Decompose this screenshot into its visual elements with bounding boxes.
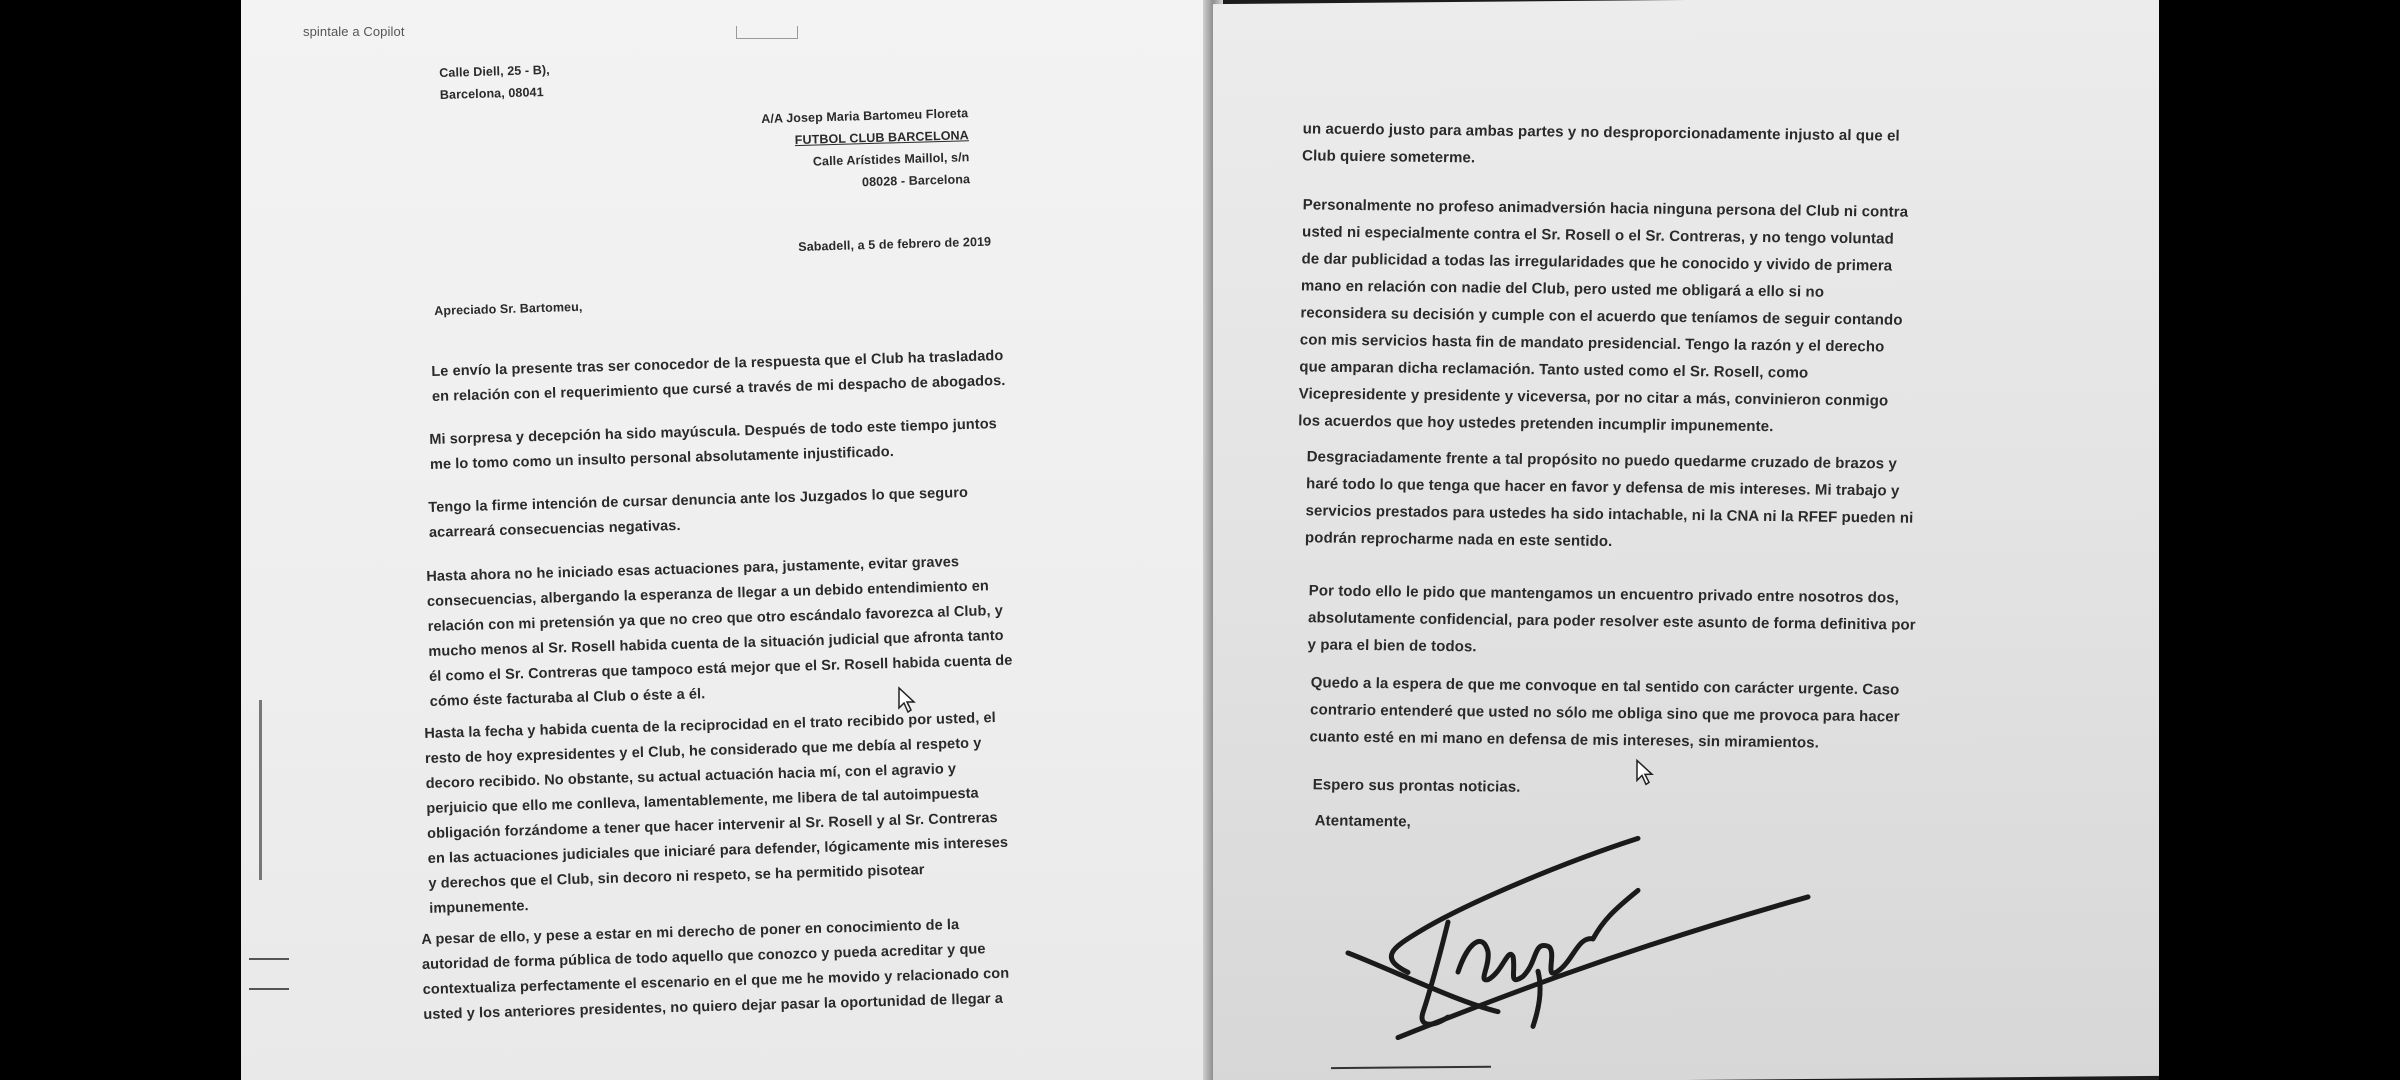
text-line: un acuerdo justo para ambas partes y no desproporcionadamente injusto al que el	[1302, 120, 1900, 145]
closing-line: Espero sus prontas noticias.	[1312, 776, 1521, 796]
letter-page-1	[241, 0, 1211, 1080]
text-line: acarreará consecuencias negativas.	[428, 517, 681, 541]
text-line: mucho menos al Sr. Rosell habida cuenta de la situación judicial que afronta tanto	[428, 627, 1004, 660]
text-line: Vicepresidente y presidente y viceversa, por no citar a más, convinieron conmigo	[1298, 385, 1889, 410]
margin-mark	[249, 988, 289, 990]
paragraph	[429, 412, 998, 478]
text-line: A pesar de ello, y pese a estar en mi derecho de poner en conocimiento de la	[421, 916, 960, 948]
paragraph	[1305, 443, 1915, 558]
mouse-cursor-icon	[1635, 758, 1657, 786]
app-tab-label[interactable]: spintale a Copilot	[303, 24, 405, 39]
text-line: cuanto esté en mi mano en defensa de mis intereses, sin miramientos.	[1309, 728, 1820, 752]
letter-page-2	[1213, 0, 2159, 1080]
text-line: Hasta la fecha y habida cuenta de la reciprocidad en el trato recibido por usted, el	[424, 710, 996, 742]
recipient-street: Calle Arístides Maillol, s/n	[812, 150, 970, 169]
recipient-address	[761, 102, 970, 196]
paragraph	[421, 912, 1010, 1028]
text-line: usted y los anteriores presidentes, no quiero dejar pasar la oportunidad de llegar a	[423, 990, 1004, 1023]
text-line: absolutamente confidencial, para poder resolver este asunto de forma definitiva por	[1307, 609, 1916, 634]
text-line: Club quiere someterme.	[1301, 147, 1476, 167]
paragraph	[428, 481, 969, 546]
text-line: Por todo ello le pido que mantengamos un encuentro privado entre nosotros dos,	[1308, 582, 1900, 607]
text-line: decoro recibido. No obstante, su actual actuación hacia mí, con el agravio y	[425, 761, 957, 792]
recipient-attn: A/A Josep Maria Bartomeu Floreta	[761, 106, 969, 126]
text-line: que amparan dicha reclamación. Tanto usted como el Sr. Rosell, como	[1299, 358, 1809, 382]
text-line: me lo tomo como un insulto personal absolutamente injustificado.	[429, 444, 895, 473]
paragraph	[1302, 115, 1900, 176]
paragraph	[1307, 577, 1916, 665]
text-line: con mis servicios hasta fin de mandato presidencial. Tengo la razón y el derecho	[1299, 331, 1885, 356]
text-line: Personalmente no profeso animadversión hacia ninguna persona del Club ni contra	[1302, 196, 1909, 221]
sender-address	[439, 59, 551, 106]
paragraph	[1309, 669, 1900, 757]
text-line: cómo éste facturaba al Club o éste a él.	[429, 686, 706, 710]
salutation: Apreciado Sr. Bartomeu,	[434, 299, 583, 318]
text-line: Hasta ahora no he iniciado esas actuaciones para, justamente, evitar graves	[426, 554, 960, 585]
text-line: y derechos que el Club, sin decoro ni respeto, se ha permitido pisotear	[428, 862, 925, 892]
text-line: impunemente.	[428, 898, 529, 917]
text-line: y para el bien de todos.	[1307, 636, 1477, 656]
text-line: los acuerdos que hoy ustedes pretenden incumplir impunemente.	[1298, 412, 1774, 436]
text-line: reconsidera su decisión y cumple con el acuerdo que teníamos de seguir contando	[1300, 304, 1903, 329]
text-line: Quedo a la espera de que me convoque en tal sentido con carácter urgente. Caso	[1310, 674, 1900, 699]
text-line: en relación con el requerimiento que cursé a través de mi despacho de abogados.	[431, 372, 1006, 405]
text-line: contextualiza perfectamente el escenario en el que me he movido y relacionado con	[422, 965, 1010, 998]
photo-stage	[241, 0, 2159, 1080]
paragraph	[1298, 191, 1908, 441]
text-line: perjuicio que ello me conlleva, lamentablemente, me libera de tal autoimpuesta	[426, 785, 979, 817]
text-line: Le envío la presente tras ser conocedor de la respuesta que el Club ha trasladado	[431, 348, 1004, 380]
closing-line: Atentamente,	[1314, 812, 1412, 831]
text-line: Mi sorpresa y decepción ha sido mayúscula. Después de todo este tiempo juntos	[429, 416, 998, 448]
text-line: usted ni especialmente contra el Sr. Rosell o el Sr. Contreras, y no tengo voluntad	[1301, 223, 1894, 248]
text-line: haré todo lo que tenga que hacer en favor y defensa de mis intereses. Mi trabajo y	[1305, 475, 1900, 500]
paragraph	[424, 706, 1010, 922]
recipient-club: FUTBOL CLUB BARCELONA	[794, 128, 970, 148]
sender-line: Calle Diell, 25 - B),	[439, 62, 550, 80]
sender-line: Barcelona, 08041	[439, 85, 544, 102]
text-line: podrán reprocharme nada en este sentido.	[1304, 529, 1613, 551]
text-line: Desgraciadamente frente a tal propósito no puedo quedarme cruzado de brazos y	[1306, 448, 1898, 473]
text-line: Tengo la firme intención de cursar denuncia ante los Juzgados lo que seguro	[428, 484, 969, 516]
mouse-cursor-icon	[897, 686, 919, 714]
text-line: en las actuaciones judiciales que iniciaré para defender, lógicamente mis intereses	[427, 834, 1009, 867]
text-line: resto de hoy expresidentes y el Club, he considerado que me debía al respeto y	[424, 735, 982, 767]
margin-mark	[249, 958, 289, 960]
letter-date: Sabadell, a 5 de febrero de 2019	[798, 234, 992, 254]
margin-bar	[259, 700, 262, 880]
text-line: de dar publicidad a todas las irregularidades que he conocido y vivido de primera	[1301, 250, 1893, 275]
text-line: contrario entenderé que usted no sólo me obliga sino que me provoca para hacer	[1309, 701, 1900, 726]
text-line: mano en relación con nadie del Club, pero usted me obligará a ello si no	[1300, 277, 1825, 301]
text-line: consecuencias, albergando la esperanza de llegar a un debido entendimiento en	[426, 578, 990, 610]
text-line: autoridad de forma pública de todo aquello que conozco y pueda acreditar y que	[421, 941, 986, 973]
paragraph	[431, 344, 1006, 410]
paragraph	[426, 549, 1014, 715]
text-line: servicios prestados para ustedes ha sido intachable, ni la CNA ni la RFEF pueden ni	[1305, 502, 1914, 527]
text-line: obligación forzándome a tener que hacer intervenir al Sr. Rosell y al Sr. Contreras	[426, 810, 998, 842]
recipient-city: 08028 - Barcelona	[861, 172, 971, 190]
text-line: él como el Sr. Contreras que tampoco está mejor que el Sr. Rosell habida cuenta de	[428, 652, 1013, 685]
tab-bar-frame	[736, 26, 798, 39]
text-line: relación con mi pretensión ya que no creo que otro escándalo favorezca al Club, y	[427, 602, 1004, 635]
handwritten-signature	[1338, 819, 1818, 1073]
